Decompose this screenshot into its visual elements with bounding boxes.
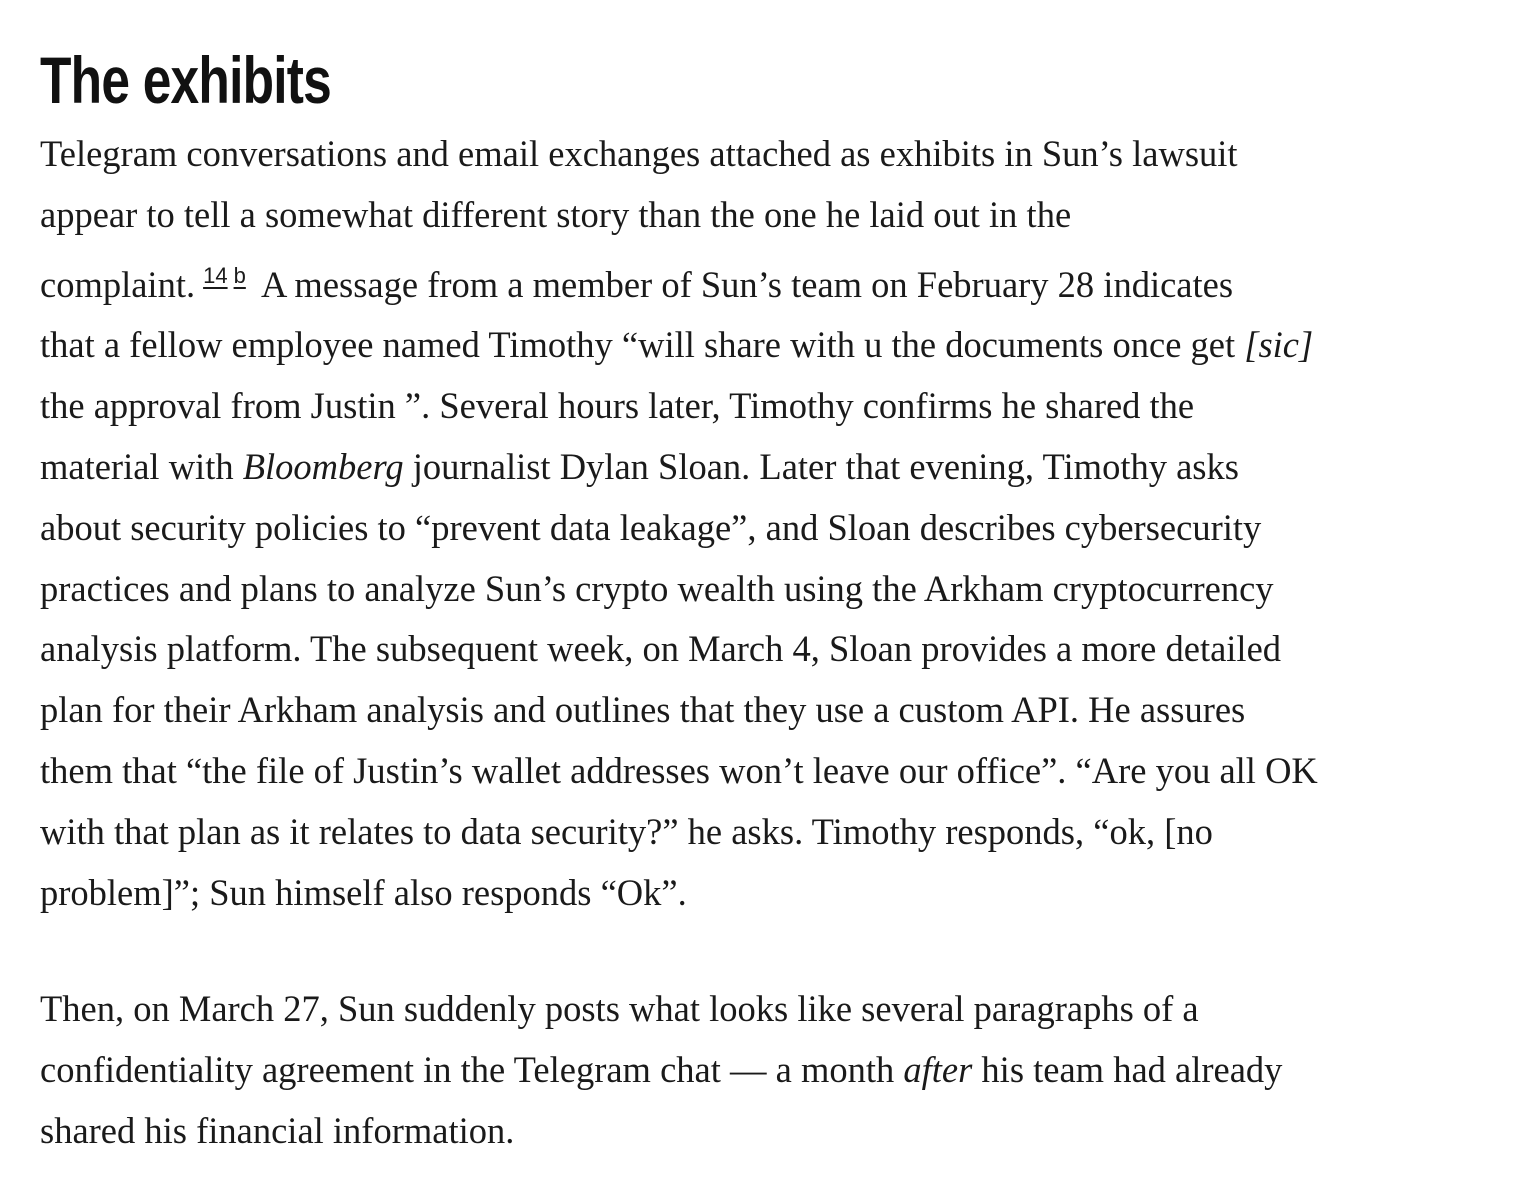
footnote-link-14[interactable]: 14: [203, 262, 228, 288]
text-line: the approval from Justin ”. Several hours later, Timothy confirms he shared the: [40, 385, 1195, 427]
paragraph-exhibits: [40, 124, 1474, 923]
after-emphasis: after: [903, 1049, 973, 1091]
paragraph-confidentiality: [40, 979, 1474, 1161]
text-line: with that plan as it relates to data security?” he asks. Timothy responds, “ok, [no: [40, 810, 1213, 852]
text-line: [40, 1040, 1474, 1101]
text-line: plan for their Arkham analysis and outlines that they use a custom API. He assures: [40, 689, 1246, 731]
text-line: appear to tell a somewhat different story than the one he laid out in the: [40, 193, 1072, 235]
publication-name-emphasis: Bloomberg: [242, 445, 404, 487]
text-line: practices and plans to analyze Sun’s crypto wealth using the Arkham cryptocurrency: [40, 567, 1274, 609]
text-line: about security policies to “prevent data leakage”, and Sloan describes cybersecurity: [40, 506, 1262, 548]
sic-emphasis: [sic]: [1244, 324, 1314, 366]
text-line: problem]”; Sun himself also responds “Ok”.: [40, 871, 687, 913]
text-line: Then, on March 27, Sun suddenly posts what looks like several paragraphs of a: [40, 988, 1199, 1030]
text-fragment: journalist Dylan Sloan. Later that evening, Timothy asks: [403, 445, 1239, 487]
footnote-link-b[interactable]: b: [233, 262, 246, 288]
text-line: [40, 246, 1474, 316]
text-fragment: A message from a member of Sun’s team on February 28 indicates: [260, 263, 1234, 305]
text-line: Telegram conversations and email exchanges attached as exhibits in Sun’s lawsuit: [40, 133, 1238, 174]
text-fragment: confidentiality agreement in the Telegram chat — a month: [40, 1049, 904, 1091]
text-fragment: complaint.: [40, 263, 196, 305]
text-fragment: his team had already: [972, 1049, 1283, 1091]
section-heading: The exhibits: [40, 43, 332, 117]
text-line: shared his financial information.: [40, 1109, 515, 1151]
text-line: [40, 437, 1474, 498]
text-fragment: material with: [40, 445, 243, 487]
text-line: them that “the file of Justin’s wallet addresses won’t leave our office”. “Are you all OK: [40, 749, 1318, 791]
text-fragment: that a fellow employee named Timothy “will share with u the documents once get: [40, 324, 1245, 366]
text-line: analysis platform. The subsequent week, on March 4, Sloan provides a more detailed: [40, 628, 1282, 670]
text-line: [40, 315, 1474, 376]
